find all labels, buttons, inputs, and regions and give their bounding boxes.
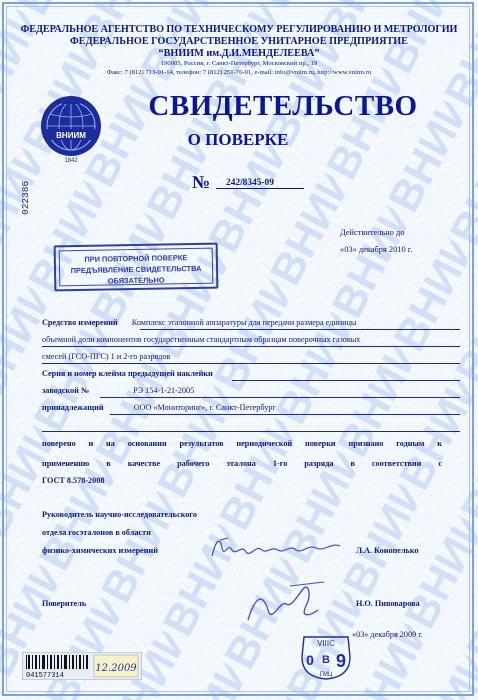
blank-underline bbox=[42, 431, 460, 432]
head-title-3: физико-химических измерений bbox=[42, 546, 158, 555]
factory-underline bbox=[100, 397, 460, 398]
instrument-row-1 bbox=[42, 318, 356, 327]
stamp-line-2: ПРЕДЪЯВЛЕНИЕ СВИДЕТЕЛЬСТВА bbox=[70, 263, 202, 276]
certificate-number: 242/8345-09 bbox=[216, 178, 304, 189]
head-title-2: отдела госэталонов в области bbox=[42, 528, 151, 537]
barcode-sticker bbox=[22, 652, 142, 680]
factory-row bbox=[42, 386, 194, 395]
verification-mark-icon bbox=[298, 633, 354, 681]
instrument-value-3: смесей (ГСО-ПГС) 1 и 2-го разрядов bbox=[42, 352, 171, 361]
header-contacts: Факс: 7 (812) 713-01-14, телефон: 7 (812) 251-76-01, e-mail: info@vniim.ru, http://www.vniim.ru bbox=[106, 69, 372, 76]
svg-text:022386: 022386 bbox=[20, 180, 31, 215]
instrument-underline-2 bbox=[42, 346, 460, 347]
conclusion-line-2: применению в качестве рабочего эталона 1-го разряда в соответствии с bbox=[42, 459, 442, 468]
instrument-underline-1 bbox=[140, 329, 460, 330]
header-address: 190005, Россия, г. Санкт-Петербург, Московский пр., 19 bbox=[160, 60, 318, 67]
factory-label: заводской № bbox=[42, 386, 90, 395]
stamp-line-3: ОБЯЗАТЕЛЬНО bbox=[107, 275, 165, 286]
instrument-label: Средство измерений bbox=[42, 318, 118, 327]
verifier-signature bbox=[240, 580, 330, 630]
serial-number-vertical bbox=[18, 163, 32, 215]
barcode-number: 041577314 bbox=[26, 672, 64, 680]
handwritten-date: 12.2009 bbox=[95, 663, 137, 674]
reverification-stamp bbox=[54, 243, 219, 292]
owner-row bbox=[42, 403, 276, 412]
logo-text: ВНИИМ bbox=[56, 131, 86, 140]
svg-text:9: 9 bbox=[335, 651, 347, 671]
owner-label: принадлежащий bbox=[42, 403, 104, 412]
head-signature bbox=[206, 532, 346, 562]
svg-text:VIIIC: VIIIC bbox=[317, 639, 335, 648]
sticker-underline bbox=[232, 380, 460, 381]
head-title-1: Руководитель научно-исследовательского bbox=[42, 510, 197, 519]
valid-until-label: Действительно до bbox=[340, 228, 405, 237]
logo-year: 1842 bbox=[64, 158, 78, 164]
owner-underline bbox=[110, 414, 460, 415]
svg-text:B: B bbox=[322, 654, 330, 666]
owner-value: ООО «Мониторинг», г. Санкт-Петербург bbox=[133, 403, 276, 412]
sticker-label: Серия и номер клейма предыдущей наклейки bbox=[42, 369, 213, 378]
head-name: Л.А. Конопелько bbox=[356, 546, 419, 555]
number-sign: № bbox=[192, 172, 211, 192]
stamp-line-1: ПРИ ПОВТОРНОЙ ПОВЕРКЕ bbox=[84, 253, 188, 264]
svg-text:0: 0 bbox=[306, 652, 314, 668]
valid-until-date: «03» декабря 2010 г. bbox=[340, 245, 413, 254]
conclusion-line-1: поверено и на основании результатов периодической поверки признано годным к bbox=[42, 439, 442, 448]
instrument-value-2: объемной доли компонентов государственным стандартным образцам поверочных газовых bbox=[42, 335, 361, 344]
header-institute: “ВНИИМ им.Д.И.МЕНДЕЛЕЕВА” bbox=[158, 48, 320, 59]
conclusion-line-3: ГОСТ 8.578-2008 bbox=[42, 476, 105, 485]
header-agency: ФЕДЕРАЛЬНОЕ АГЕНТСТВО ПО ТЕХНИЧЕСКОМУ РЕГУЛИРОВАНИЮ И МЕТРОЛОГИИ bbox=[20, 24, 458, 35]
vniim-logo-icon bbox=[38, 92, 104, 164]
svg-text:ГМЦ: ГМЦ bbox=[319, 672, 333, 678]
document-subtitle: О ПОВЕРКЕ bbox=[187, 130, 289, 149]
factory-value: РЭ 154-1-21-2005 bbox=[133, 386, 195, 395]
verifier-label: Поверитель bbox=[42, 599, 87, 608]
header-enterprise: ФЕДЕРАЛЬНОЕ ГОСУДАРСТВЕННОЕ УНИТАРНОЕ ПРЕДПРИЯТИЕ bbox=[70, 36, 408, 47]
instrument-value-1: Комплекс эталонной аппаратуры для передачи размера единицы bbox=[131, 318, 357, 327]
document-title: СВИДЕТЕЛЬСТВО bbox=[148, 90, 418, 122]
verifier-date: «03» декабря 2009 г. bbox=[352, 630, 423, 639]
verifier-name: Н.О. Пивоварова bbox=[356, 599, 420, 608]
instrument-underline-3 bbox=[42, 363, 460, 364]
